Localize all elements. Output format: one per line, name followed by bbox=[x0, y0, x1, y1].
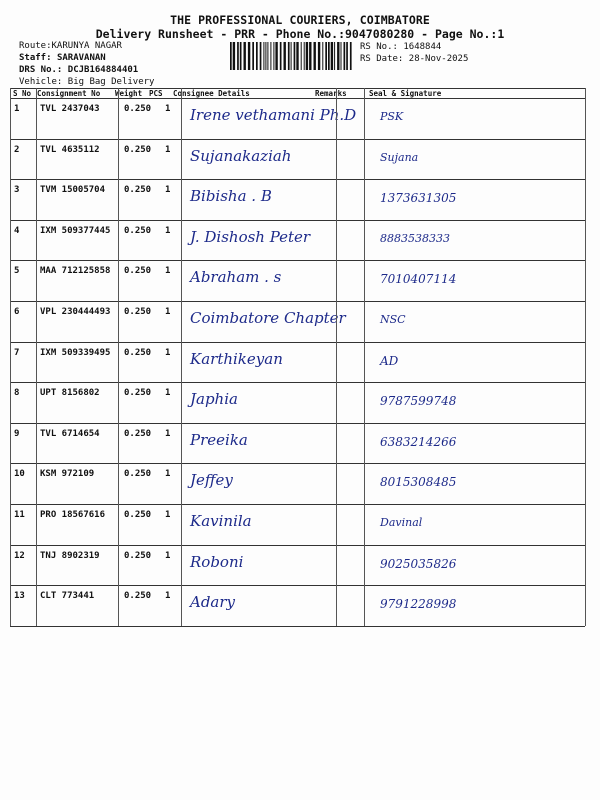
col-consignee: Consignee Details bbox=[173, 89, 250, 98]
drs-value: DCJB164884401 bbox=[67, 65, 139, 75]
route-line bbox=[19, 40, 122, 52]
row-consignment: TVL 4635112 bbox=[40, 144, 100, 155]
row-consignee: Japhia bbox=[190, 390, 238, 409]
row-divider bbox=[10, 382, 585, 383]
row-signature: 9025035826 bbox=[380, 556, 457, 571]
route-label: Route: bbox=[19, 41, 52, 51]
row-consignee: J. Dishosh Peter bbox=[190, 227, 311, 246]
row-signature: 6383214266 bbox=[380, 434, 457, 449]
row-consignment: KSM 972109 bbox=[40, 469, 95, 480]
row-signature: AD bbox=[380, 353, 399, 368]
column-divider bbox=[36, 88, 37, 626]
row-sno: 9 bbox=[14, 428, 20, 439]
vehicle-line bbox=[19, 76, 154, 88]
drs-line bbox=[19, 64, 138, 76]
row-signature: 9787599748 bbox=[380, 394, 457, 409]
row-divider bbox=[10, 545, 585, 546]
column-divider bbox=[118, 88, 119, 626]
row-consignee: Irene vethamani Ph.D bbox=[190, 106, 357, 124]
row-pcs: 1 bbox=[165, 510, 171, 520]
row-consignee: Sujanakaziah bbox=[190, 146, 292, 165]
row-pcs: 1 bbox=[165, 550, 171, 561]
row-sno: 10 bbox=[14, 469, 25, 480]
col-remarks: Remarks bbox=[315, 89, 347, 98]
col-sno: S No bbox=[13, 89, 32, 98]
row-weight: 0.250 bbox=[124, 185, 152, 196]
row-consignee: Coimbatore Chapter bbox=[190, 309, 346, 327]
row-sno: 8 bbox=[14, 388, 20, 399]
barcode-image bbox=[230, 42, 352, 70]
row-consignee: Jeffey bbox=[190, 471, 233, 490]
row-divider bbox=[10, 504, 585, 505]
row-weight: 0.250 bbox=[124, 428, 152, 439]
row-sno: 1 bbox=[14, 104, 20, 114]
row-signature: 9791228998 bbox=[380, 597, 457, 612]
row-weight: 0.250 bbox=[124, 266, 152, 277]
row-signature: 8883538333 bbox=[380, 231, 450, 245]
row-divider bbox=[10, 260, 585, 261]
row-pcs: 1 bbox=[165, 225, 171, 236]
row-consignment: CLT 773441 bbox=[40, 591, 95, 602]
row-consignee: Bibisha . B bbox=[190, 187, 272, 206]
row-consignment: TVL 6714654 bbox=[40, 428, 100, 439]
row-sno: 13 bbox=[14, 591, 25, 602]
row-signature: NSC bbox=[380, 313, 406, 326]
row-pcs: 1 bbox=[165, 469, 171, 480]
route-value: KARUNYA NAGAR bbox=[51, 41, 122, 51]
row-signature: 7010407114 bbox=[380, 272, 457, 287]
row-pcs: 1 bbox=[165, 104, 171, 114]
row-weight: 0.250 bbox=[124, 591, 152, 602]
row-divider bbox=[10, 463, 585, 464]
row-consignee: Karthikeyan bbox=[190, 349, 283, 368]
row-divider bbox=[10, 220, 585, 221]
row-divider bbox=[10, 301, 585, 302]
vehicle-label: Vehicle: bbox=[19, 77, 63, 87]
rs-date-line bbox=[360, 53, 468, 65]
row-sno: 2 bbox=[14, 144, 20, 155]
rs-no-line bbox=[360, 41, 441, 53]
row-signature: Davinal bbox=[380, 516, 423, 529]
row-consignee: Kavinila bbox=[190, 512, 252, 530]
table-header-rule bbox=[10, 98, 585, 99]
row-sno: 12 bbox=[14, 550, 25, 561]
row-weight: 0.250 bbox=[124, 469, 152, 480]
row-consignment: TVL 2437043 bbox=[40, 104, 100, 114]
staff-value: SARAVANAN bbox=[56, 53, 106, 63]
row-sno: 6 bbox=[14, 307, 20, 317]
row-consignment: UPT 8156802 bbox=[40, 388, 100, 399]
row-divider bbox=[10, 585, 585, 586]
rs-no-label: RS No.: bbox=[360, 42, 398, 52]
row-divider bbox=[10, 423, 585, 424]
row-sno: 5 bbox=[14, 266, 20, 277]
row-signature: 8015308485 bbox=[380, 475, 457, 490]
row-consignment: PRO 18567616 bbox=[40, 510, 106, 520]
staff-line bbox=[19, 52, 106, 64]
row-signature: PSK bbox=[380, 110, 404, 123]
row-consignment: IXM 509377445 bbox=[40, 225, 111, 236]
col-pcs: PCS bbox=[149, 89, 163, 98]
row-weight: 0.250 bbox=[124, 307, 152, 317]
row-consignment: TVM 15005704 bbox=[40, 185, 106, 196]
row-signature: Sujana bbox=[380, 150, 419, 164]
row-consignee: Adary bbox=[190, 593, 236, 612]
row-weight: 0.250 bbox=[124, 144, 152, 155]
vehicle-value: Big Bag Delivery bbox=[67, 77, 155, 87]
row-divider bbox=[10, 342, 585, 343]
row-divider bbox=[10, 139, 585, 140]
rs-no-value: 1648844 bbox=[403, 42, 442, 52]
row-divider bbox=[10, 179, 585, 180]
row-pcs: 1 bbox=[165, 266, 171, 277]
row-pcs: 1 bbox=[165, 591, 171, 602]
row-weight: 0.250 bbox=[124, 510, 152, 520]
row-sno: 3 bbox=[14, 185, 20, 196]
row-weight: 0.250 bbox=[124, 225, 152, 236]
column-divider bbox=[10, 88, 11, 626]
column-divider bbox=[336, 88, 337, 626]
column-divider bbox=[585, 88, 586, 626]
col-consignment: Consignment No bbox=[37, 89, 101, 98]
row-pcs: 1 bbox=[165, 144, 171, 155]
row-consignment: TNJ 8902319 bbox=[40, 550, 100, 561]
row-consignment: MAA 712125858 bbox=[40, 266, 111, 277]
row-weight: 0.250 bbox=[124, 347, 152, 358]
row-consignee: Abraham . s bbox=[190, 268, 282, 287]
column-divider bbox=[364, 88, 365, 626]
row-consignment: IXM 509339495 bbox=[40, 347, 111, 358]
drs-label: DRS No.: bbox=[19, 65, 63, 75]
rs-date-value: 28-Nov-2025 bbox=[408, 54, 469, 64]
row-consignee: Preeika bbox=[190, 430, 248, 449]
row-pcs: 1 bbox=[165, 307, 171, 317]
row-sno: 11 bbox=[14, 510, 25, 520]
runsheet-title: THE PROFESSIONAL COURIERS, COIMBATORE bbox=[170, 13, 430, 27]
row-consignee: Roboni bbox=[190, 552, 244, 571]
row-sno: 4 bbox=[14, 225, 20, 236]
row-sno: 7 bbox=[14, 347, 20, 358]
row-pcs: 1 bbox=[165, 185, 171, 196]
row-weight: 0.250 bbox=[124, 388, 152, 399]
col-signature: Seal & Signature bbox=[369, 89, 442, 98]
row-pcs: 1 bbox=[165, 388, 171, 399]
row-weight: 0.250 bbox=[124, 104, 152, 114]
runsheet-subtitle: Delivery Runsheet - PRR - Phone No.:9047080280 - Page No.:1 bbox=[95, 27, 505, 41]
row-pcs: 1 bbox=[165, 428, 171, 439]
row-consignment: VPL 230444493 bbox=[40, 307, 111, 317]
col-weight: Weight bbox=[115, 89, 143, 98]
staff-label: Staff: bbox=[19, 53, 52, 63]
rs-date-label: RS Date: bbox=[360, 54, 404, 64]
column-divider bbox=[181, 88, 182, 626]
row-divider bbox=[10, 626, 585, 627]
row-signature: 1373631305 bbox=[380, 191, 457, 206]
row-pcs: 1 bbox=[165, 347, 171, 358]
row-weight: 0.250 bbox=[124, 550, 152, 561]
